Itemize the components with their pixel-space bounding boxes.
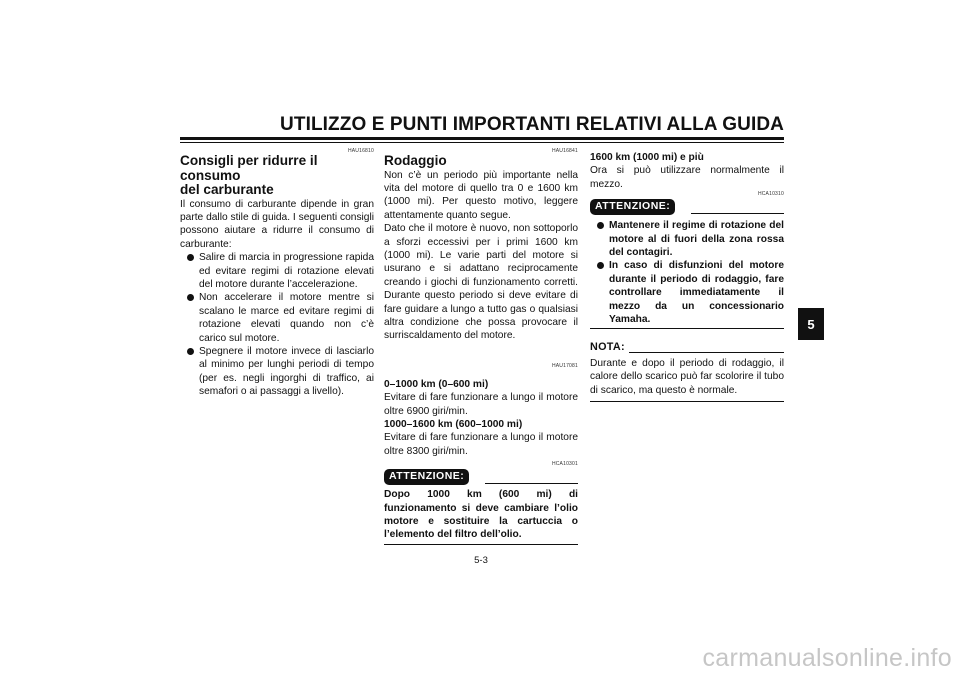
caution-bottom-rule	[590, 328, 784, 329]
caution-code: HCA10301	[551, 461, 578, 468]
caution-list	[590, 219, 784, 326]
fuel-tips-list	[180, 251, 374, 398]
page-header-title: UTILIZZO E PUNTI IMPORTANTI RELATIVI ALLA GUIDA	[280, 114, 784, 135]
list-item: In caso di disfunzioni del motore durante il periodo di rodaggio, fare controllare immediatamente il mezzo da un concessionario Yamaha.	[590, 259, 784, 326]
caution-header-rule	[485, 483, 578, 484]
note-text: Durante e dopo il periodo di rodaggio, il calore dello scarico può far scolorire il tubo di scarico, ma questo è normale.	[590, 357, 784, 396]
range-heading-1: 0–1000 km (0–600 mi)	[384, 378, 489, 390]
range-text-2: Evitare di fare funzionare a lungo il motore oltre 8300 giri/min.	[384, 432, 578, 457]
break-in-para-2: Dato che il motore è nuovo, non sottoporlo a sforzi eccessivi per i primi 1600 km (1000 mi). Le varie parti del motore si usurano e si adattano reciprocamente creando i giochi di funzionamento corretti. Durante questo periodo si deve evitare di fare guidare a lungo a tutto gas o qualsiasi altra condizione che possa provocare il surriscaldamento del motore.	[384, 223, 578, 342]
bullet-dot-icon	[597, 222, 604, 229]
fuel-intro: Il consumo di carburante dipende in gran parte dallo stile di guida. I seguenti consigli possono aiutare a ridurre il consumo di carburante:	[180, 198, 374, 250]
section-title-fuel: Consigli per ridurre il consumo del carburante	[180, 153, 318, 197]
column-fuel-tips	[180, 148, 374, 399]
note-header-rule	[629, 352, 784, 353]
bullet-dot-icon	[187, 294, 194, 301]
caution-code: HCA10310	[757, 191, 784, 198]
caution-header	[384, 469, 578, 485]
caution-header	[590, 199, 784, 215]
bullet-dot-icon	[187, 348, 194, 355]
bullet-dot-icon	[597, 262, 604, 269]
section-code: HAU16841	[551, 148, 578, 154]
range-text-1: Evitare di fare funzionare a lungo il motore oltre 6900 giri/min.	[384, 392, 578, 417]
caution-bottom-rule	[384, 544, 578, 545]
column-after-break-in	[590, 148, 784, 402]
caution-label: ATTENZIONE:	[384, 469, 469, 485]
break-in-para-1: Non c’è un periodo più importante nella vita del motore di quello tra 0 e 1600 km (1000 mi). Per questo motivo, leggere attentamente quanto segue.	[384, 169, 578, 221]
section-title-break-in: Rodaggio	[384, 153, 447, 168]
bullet-dot-icon	[187, 254, 194, 261]
header-rule-thin	[180, 142, 784, 143]
list-item: Non accelerare il motore mentre si scalano le marce ed evitare regimi di rotazione elevati quando non c’è carico sul motore.	[180, 291, 374, 345]
range-heading-3: 1600 km (1000 mi) e più	[590, 152, 704, 163]
note-label: NOTA:	[590, 341, 625, 354]
caution-header-rule	[691, 213, 784, 214]
caution-text: Dopo 1000 km (600 mi) di funzionamento si deve cambiare l’olio motore e sostituire la cartuccia o l’elemento del filtro dell’olio.	[384, 489, 578, 541]
caution-label: ATTENZIONE:	[590, 199, 675, 215]
header-rule-thick	[180, 137, 784, 140]
note-header	[590, 341, 784, 354]
range-heading-2: 1000–1600 km (600–1000 mi)	[384, 419, 523, 430]
note-bottom-rule	[590, 401, 784, 402]
watermark: carmanualsonline.info	[702, 644, 952, 672]
section-code: HAU16810	[347, 148, 374, 154]
section-code: HAU17081	[551, 362, 578, 369]
range-text-3: Ora si può utilizzare normalmente il mezzo.	[590, 165, 784, 190]
page-number: 5-3	[474, 555, 488, 566]
column-break-in	[384, 148, 578, 545]
list-item: Spegnere il motore invece di lasciarlo al minimo per lunghi periodi di tempo (per es. negli ingorghi di traffico, ai semafori o ai passaggi a livello).	[180, 345, 374, 399]
list-item: Mantenere il regime di rotazione del motore al di fuori della zona rossa del contagiri.	[590, 219, 784, 259]
list-item: Salire di marcia in progressione rapida ed evitare regimi di rotazione elevati del motore durante l’accelerazione.	[180, 251, 374, 291]
chapter-tab: 5	[798, 308, 824, 340]
